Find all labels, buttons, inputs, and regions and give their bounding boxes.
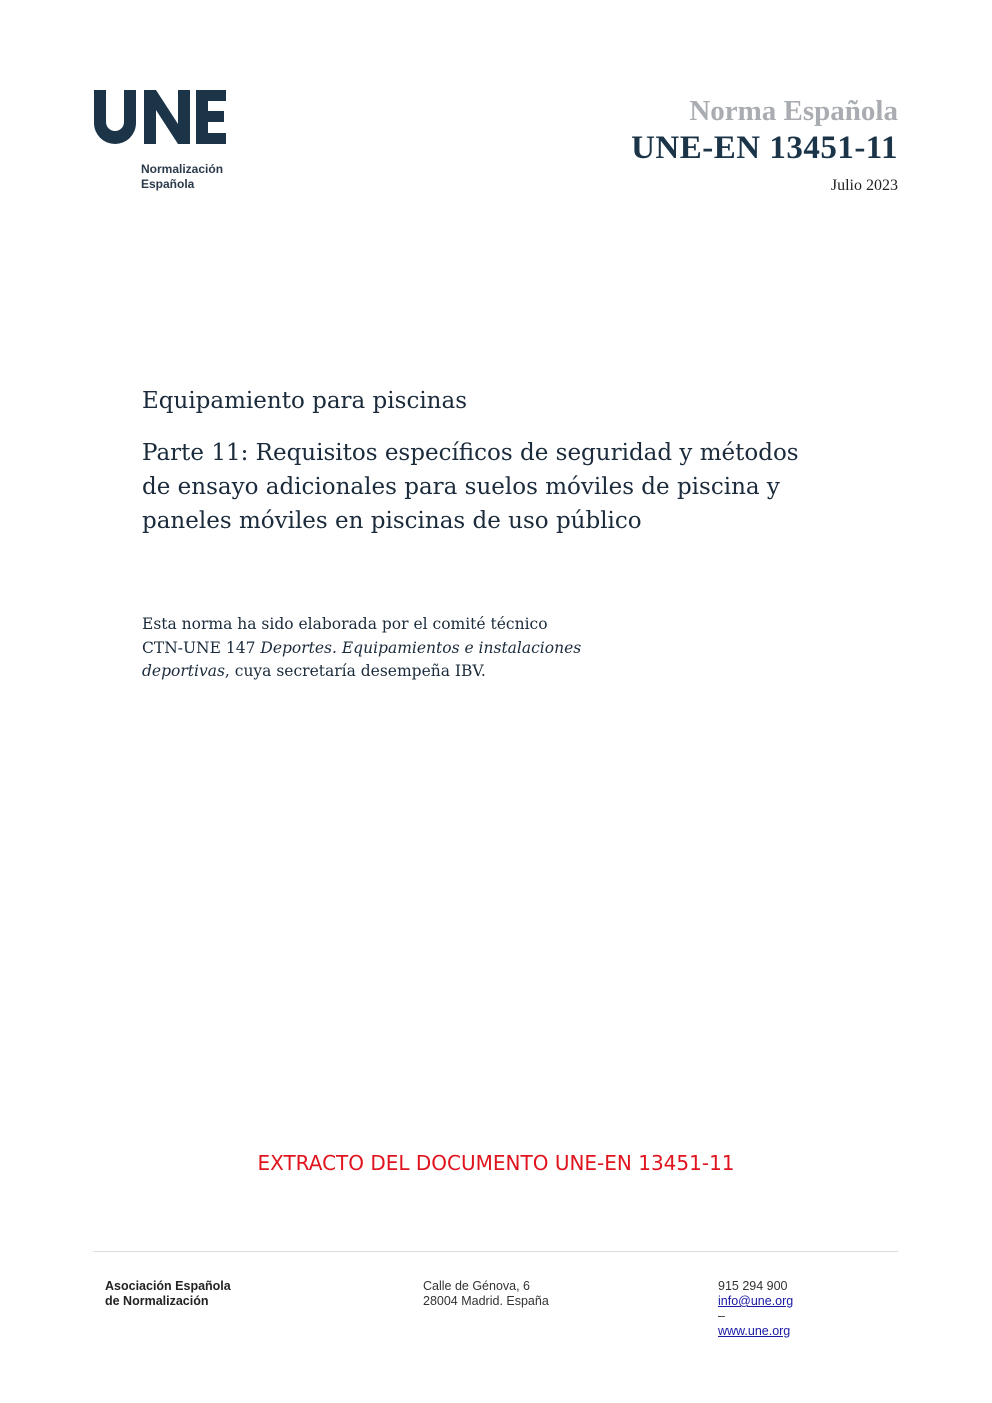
- logo-subtitle-line2: Española: [141, 177, 195, 191]
- email-link[interactable]: info@une.org: [718, 1294, 794, 1308]
- footer-contact: [718, 1279, 793, 1339]
- committee-line3: [142, 660, 662, 684]
- norma-label: Norma Española: [689, 95, 898, 127]
- phone-number: 915 294 900: [718, 1279, 788, 1293]
- committee-secretariat: , cuya secretaría desempeña IBV.: [224, 662, 486, 680]
- committee-line1: Esta norma ha sido elaborada por el comité técnico: [142, 615, 548, 633]
- document-subtitle: [142, 436, 882, 538]
- subtitle-line: de ensayo adicionales para suelos móviles de piscina y: [142, 474, 780, 500]
- org-line2: de Normalización: [105, 1294, 209, 1308]
- committee-statement: [142, 613, 662, 684]
- committee-code: CTN-UNE 147: [142, 638, 261, 657]
- une-logo-mark: [92, 88, 228, 146]
- footer-organization: [105, 1279, 231, 1309]
- document-title: Equipamiento para piscinas: [142, 388, 468, 414]
- footer-address: [423, 1279, 549, 1309]
- committee-name-part1: Deportes. Equipamientos e instalaciones: [260, 638, 582, 657]
- committee-name-part2: deportivas: [142, 662, 225, 680]
- address-line1: Calle de Génova, 6: [423, 1279, 531, 1293]
- subtitle-line: paneles móviles en piscinas de uso público: [142, 508, 642, 534]
- website-link[interactable]: www.une.org: [718, 1324, 791, 1338]
- logo-subtitle-line1: Normalización: [141, 162, 224, 176]
- norma-code: UNE-EN 13451-11: [631, 130, 898, 166]
- org-line1: Asociación Española: [105, 1279, 231, 1293]
- link-separator: –: [718, 1309, 725, 1323]
- footer-divider: [93, 1251, 898, 1252]
- subtitle-line: Parte 11: Requisitos específicos de seguridad y métodos: [142, 440, 799, 466]
- address-line2: 28004 Madrid. España: [423, 1294, 549, 1308]
- publication-date: Julio 2023: [830, 177, 898, 194]
- logo-subtitle: [141, 162, 223, 192]
- une-logo: [92, 88, 242, 198]
- committee-line2: [142, 637, 662, 661]
- contact-links: [718, 1294, 793, 1339]
- extract-notice: EXTRACTO DEL DOCUMENTO UNE-EN 13451-11: [257, 1151, 735, 1175]
